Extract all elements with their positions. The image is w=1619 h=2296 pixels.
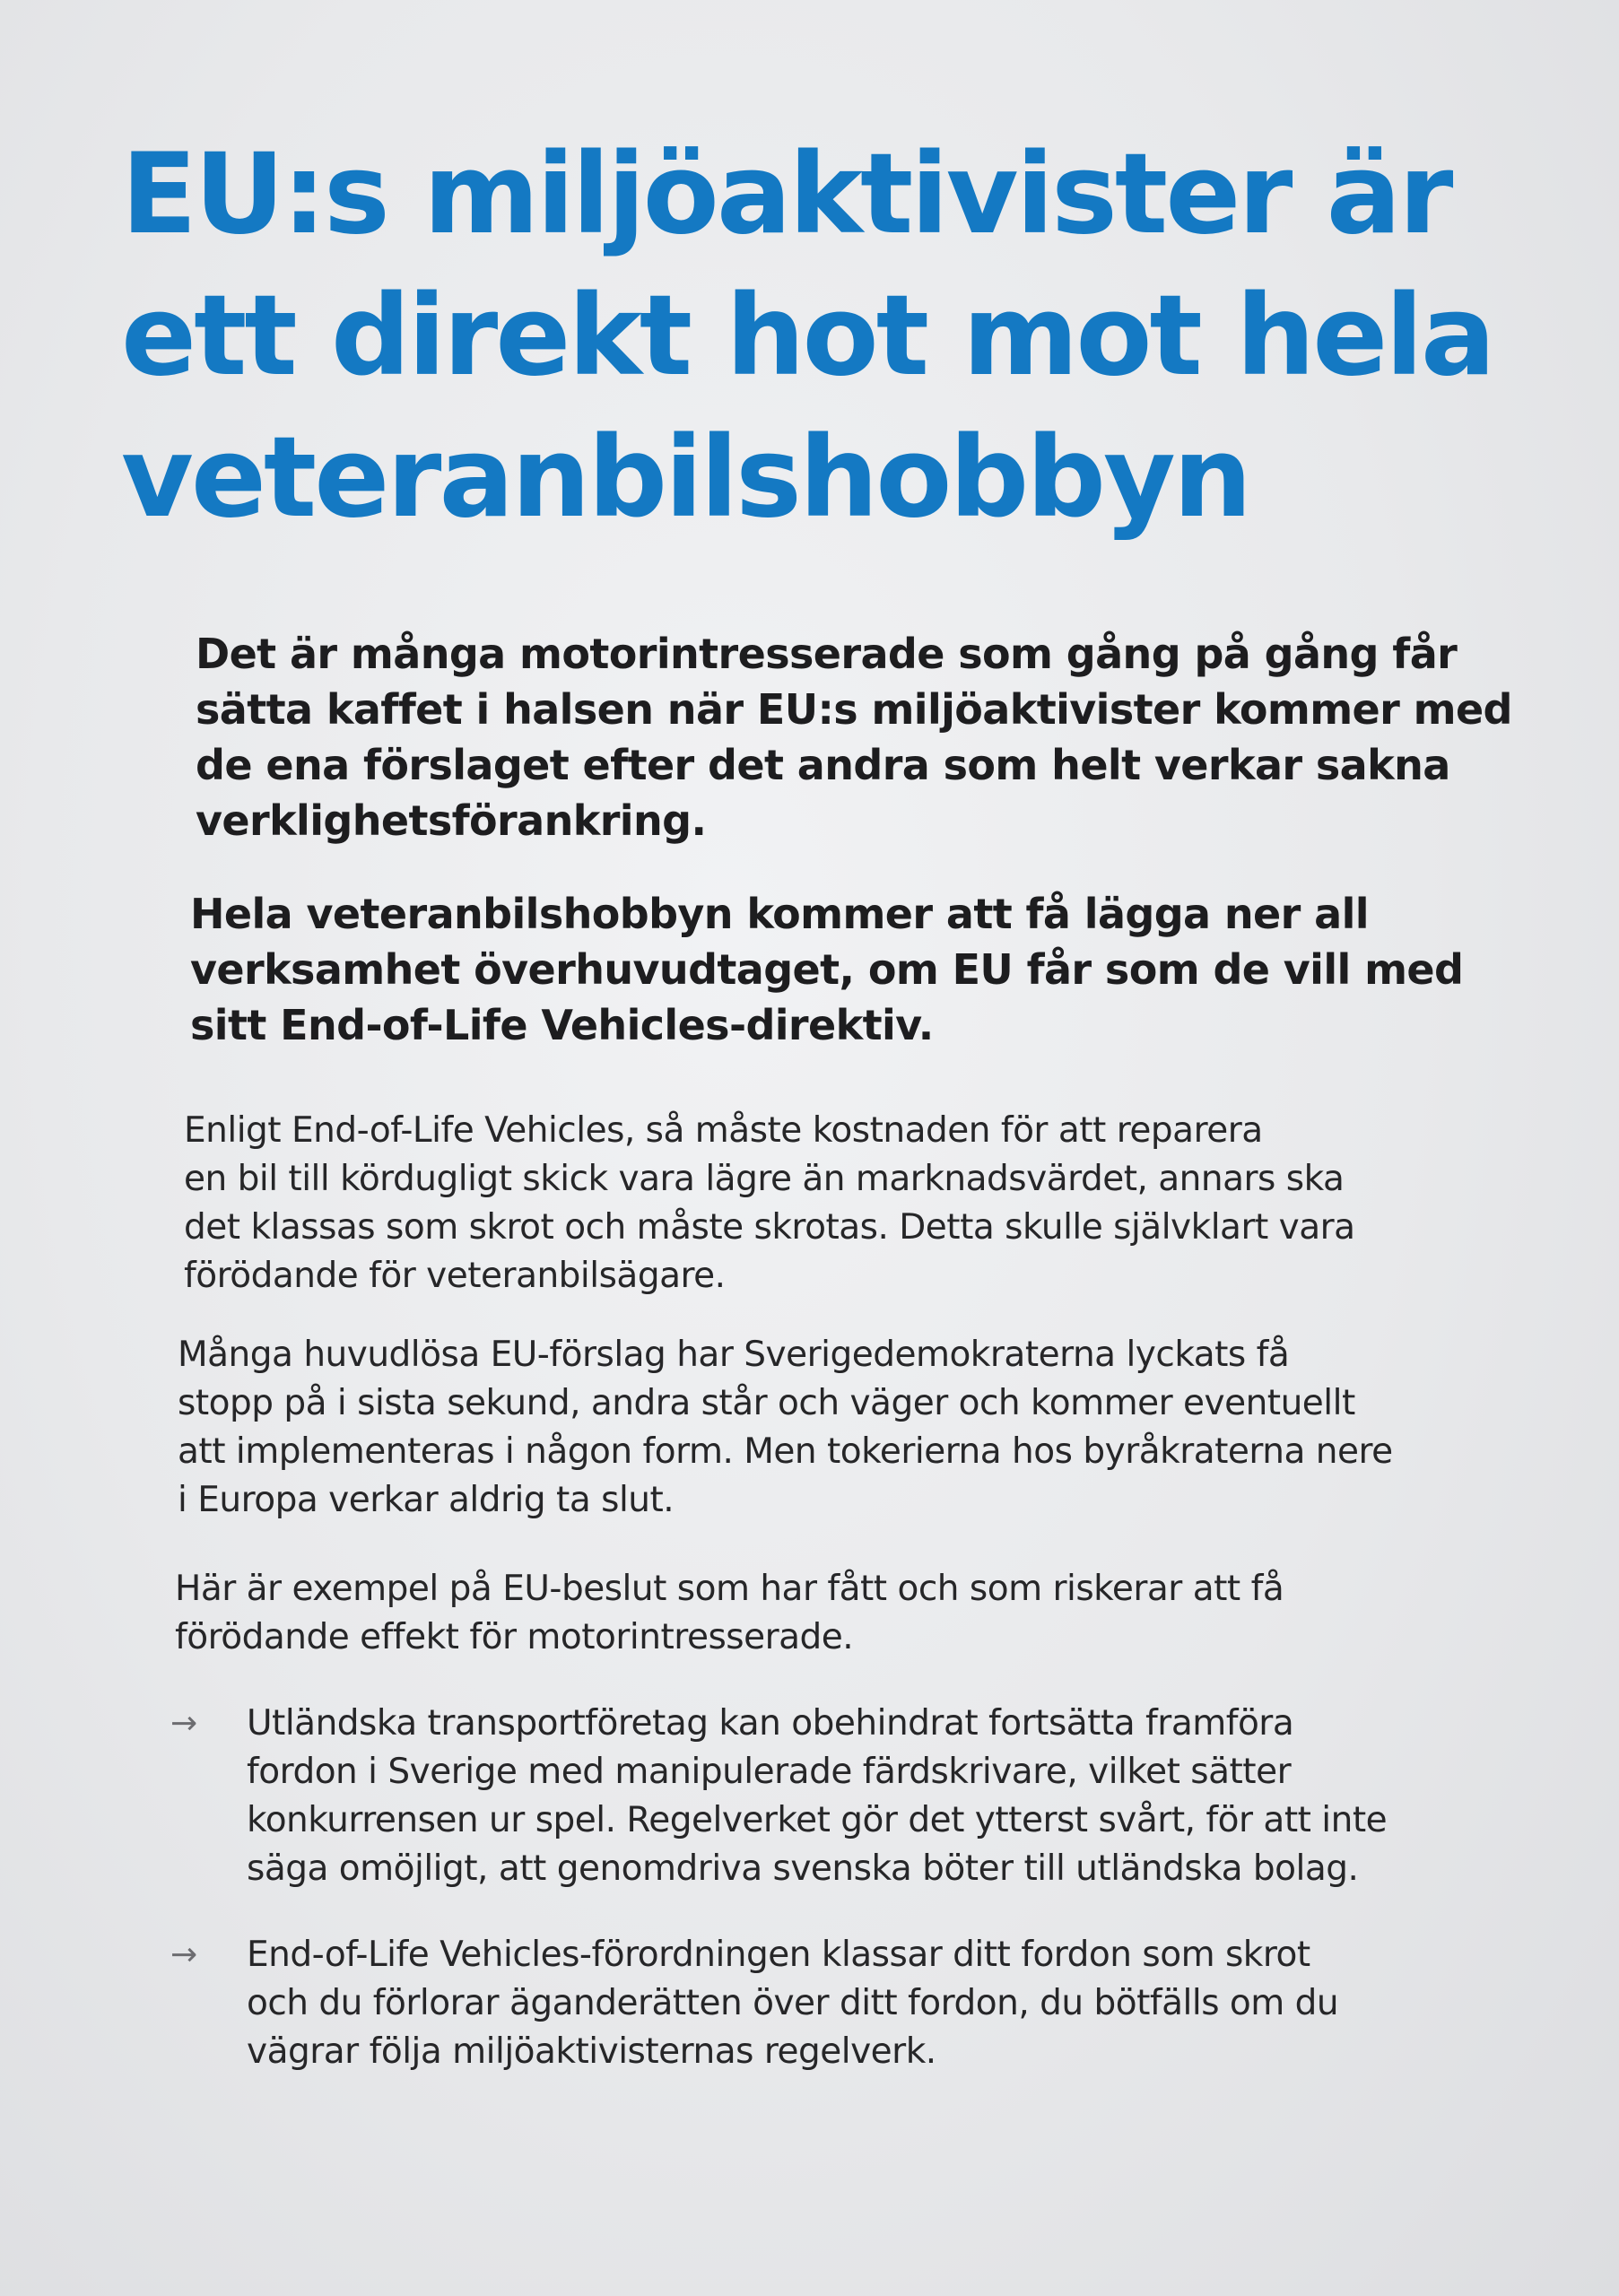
headline [121, 124, 1574, 549]
body-line: Enligt End-of-Life Vehicles, så måste kostnaden för att reparera [184, 1110, 1263, 1151]
body-line: Många huvudlösa EU-förslag har Sverigedemokraterna lyckats få [178, 1335, 1290, 1375]
body-paragraph-2 [178, 1331, 1523, 1525]
bullet-line: Utländska transportföretag kan obehindrat fortsätta framföra [247, 1703, 1294, 1744]
lead-paragraph-1 [196, 626, 1514, 848]
bullet-line: End-of-Life Vehicles-förordningen klassar ditt fordon som skrot [247, 1935, 1310, 1975]
bullet-text [247, 1931, 1338, 2076]
arrow-right-icon: → [170, 1705, 198, 1742]
body-line: förödande för veteranbilsägare. [184, 1256, 726, 1296]
arrow-right-icon: → [170, 1936, 198, 1973]
body-line: det klassas som skrot och måste skrotas. Detta skulle självklart vara [184, 1207, 1355, 1248]
lead-line: sätta kaffet i halsen när EU:s miljöaktivister kommer med [196, 685, 1512, 734]
lead-line: sitt End-of-Life Vehicles-direktiv. [190, 1001, 934, 1049]
bullet-line: säga omöjligt, att genomdriva svenska böter till utländska bolag. [247, 1848, 1359, 1889]
bullet-line: och du förlorar äganderätten över ditt fordon, du bötfälls om du [247, 1983, 1339, 2023]
body-line: förödande effekt för motorintresserade. [175, 1617, 854, 1657]
bullet-line: konkurrensen ur spel. Regelverket gör det ytterst svårt, för att inte [247, 1800, 1388, 1840]
body-line: i Europa verkar aldrig ta slut. [178, 1480, 675, 1520]
body-line: stopp på i sista sekund, andra står och väger och kommer eventuellt [178, 1383, 1355, 1423]
body-paragraph-1 [184, 1107, 1529, 1300]
lead-line: verksamhet överhuvudtaget, om EU får som de vill med [190, 945, 1464, 994]
headline-line: ett direkt hot mot hela [121, 272, 1493, 401]
headline-line: veteranbilshobbyn [121, 413, 1250, 543]
bullet-line: vägrar följa miljöaktivisternas regelverk. [247, 2031, 936, 2072]
body-line: att implementeras i någon form. Men tokerierna hos byråkraterna nere [178, 1431, 1393, 1472]
body-line: en bil till kördugligt skick vara lägre än marknadsvärdet, annars ska [184, 1159, 1345, 1199]
body-paragraph-3 [175, 1565, 1520, 1662]
lead-line: Det är många motorintresserade som gång på gång får [196, 630, 1458, 678]
lead-line: Hela veteranbilshobbyn kommer att få lägga ner all [190, 890, 1369, 938]
bullet-text [247, 1700, 1387, 1893]
lead-line: verklighetsförankring. [196, 796, 707, 845]
bullet-line: fordon i Sverige med manipulerade färdskrivare, vilket sätter [247, 1752, 1292, 1792]
lead-paragraph-2 [190, 886, 1509, 1053]
headline-line: EU:s miljöaktivister är [121, 130, 1451, 259]
body-line: Här är exempel på EU-beslut som har fått och som riskerar att få [175, 1569, 1284, 1609]
lead-line: de ena förslaget efter det andra som helt verkar sakna [196, 741, 1450, 789]
